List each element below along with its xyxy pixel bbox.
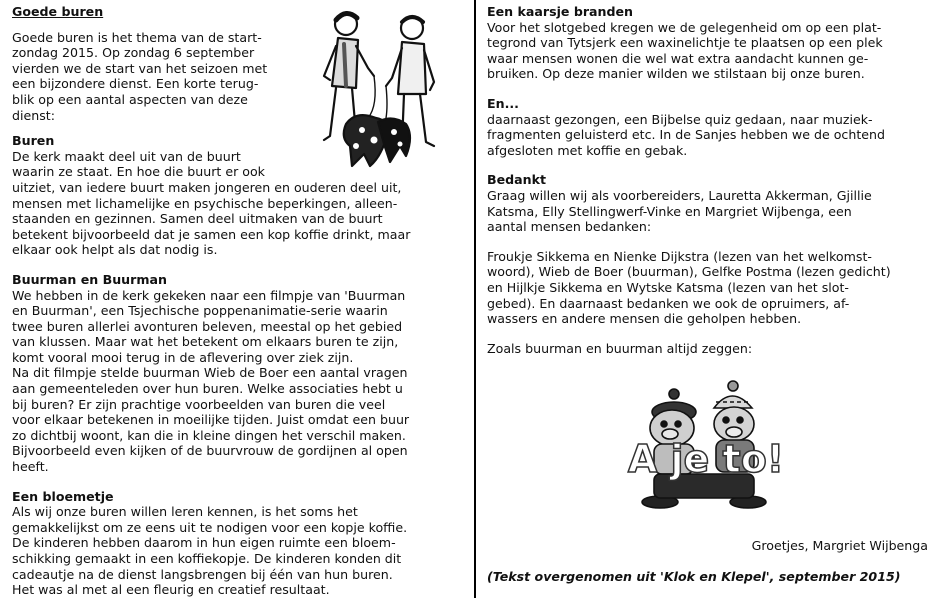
section-body-bedankt: Graag willen wij als voorbereiders, Lauretta Akkerman, Gjillie Katsma, Elly Stellingwerf-Vinke en Margriet Wijbenga, een aantal mensen bedanken:	[487, 187, 872, 235]
section-heading-buurman: Buurman en Buurman	[12, 271, 167, 287]
signature: Groetjes, Margriet Wijbenga	[751, 538, 928, 553]
section-body-kaarsje: Voor het slotgebed kregen we de gelegenheid om op een plat- tegrond van Tytsjerk een waxinelichtje te plaatsen op een plek waar mensen wonen die wel wat extra aandacht kunnen ge- bruiken. Op deze manier wilden we stilstaan bij onze buren.	[487, 19, 883, 82]
section-body-en: daarnaast gezongen, een Bijbelse quiz gedaan, naar muziek- fragmenten geluisterd etc. In de Sanjes hebben we de ochtend afgesloten met koffie en gebak.	[487, 111, 886, 158]
intro-paragraph: Goede buren is het thema van de start- zondag 2015. Op zondag 6 september vierden we de start van het seizoen met een bijzondere dienst. Een korte terug- blik op een aantal aspecten van deze dienst:	[12, 29, 268, 123]
section-body-buurman: We hebben in de kerk gekeken naar een filmpje van 'Buurman en Buurman', een Tsjechische poppenanimatie-serie waarin twee buren allerlei avonturen beleven, meestal op het gebied van klussen. Maar wat het betekent om elkaars buren te zijn, komt vooral mooi terug in de aflevering over ziek zijn. Na dit filmpje stelde buurman Wieb de Boer een aantal vragen aan gemeenteleden over hun buren. Welke associaties hebt u bij buren? Er zijn prachtige voorbeelden van buren die veel voor elkaar betekenen in moeilijke tijden. Juist omdat een buur zo dichtbij woont, kan die in kleine dingen het verschil maken. Bijvoorbeeld even kijken of de buurvrouw de gordijnen al open heeft.	[12, 287, 410, 475]
a-je-to-logo	[614, 378, 798, 510]
closing-line: Zoals buurman en buurman altijd zeggen:	[487, 340, 753, 356]
section-heading-buren: Buren	[12, 133, 55, 149]
thanks-list: Froukje Sikkema en Nienke Dijkstra (lezen van het welkomst- woord), Wieb de Boer (buurman), Gelfke Postma (lezen gedicht) en Hijlkje Sikkema en Wytske Katsma (lezen van het slot- gebed). En daarnaast bedanken we ook de opruimers, af- wassers en andere mensen die geholpen hebben.	[487, 248, 891, 327]
section-heading-bedankt: Bedankt	[487, 172, 547, 188]
source-credit: (Tekst overgenomen uit 'Klok en Klepel', september 2015)	[487, 569, 901, 584]
section-heading-kaarsje: Een kaarsje branden	[487, 4, 634, 19]
neighbours-walking-dogs-illustration	[316, 6, 444, 176]
logo-text: A je to!	[627, 437, 785, 481]
section-body-buren: De kerk maakt deel uit van de buurt waarin ze staat. En hoe die buurt er ook uitziet, van iedere buurt maken jongeren en ouderen deel uit, mensen met lichamelijke en psychische beperkingen, alleen- staanden en gezinnen. Samen deel uitmaken van de buurt betekent bijvoorbeeld dat je samen een kop koffie drinkt, maar elkaar ook helpt als dat nodig is.	[12, 148, 411, 258]
section-heading-en: En...	[487, 95, 519, 111]
right-column	[487, 4, 933, 356]
section-heading-bloemetje: Een bloemetje	[12, 488, 114, 504]
section-body-bloemetje: Als wij onze buren willen leren kennen, is het soms het gemakkelijkst om ze eens uit te nodigen voor een kopje koffie. De kinderen hebben daarom in hun eigen ruimte een bloem- schikking gemaakt in een koffiekopje. De kinderen konden dit cadeautje na de dienst langsbrengen bij één van hun buren. Het was al met al een fleurig en creatief resultaat.	[12, 504, 408, 598]
column-divider	[474, 0, 476, 598]
article-title: Goede buren	[12, 4, 104, 19]
